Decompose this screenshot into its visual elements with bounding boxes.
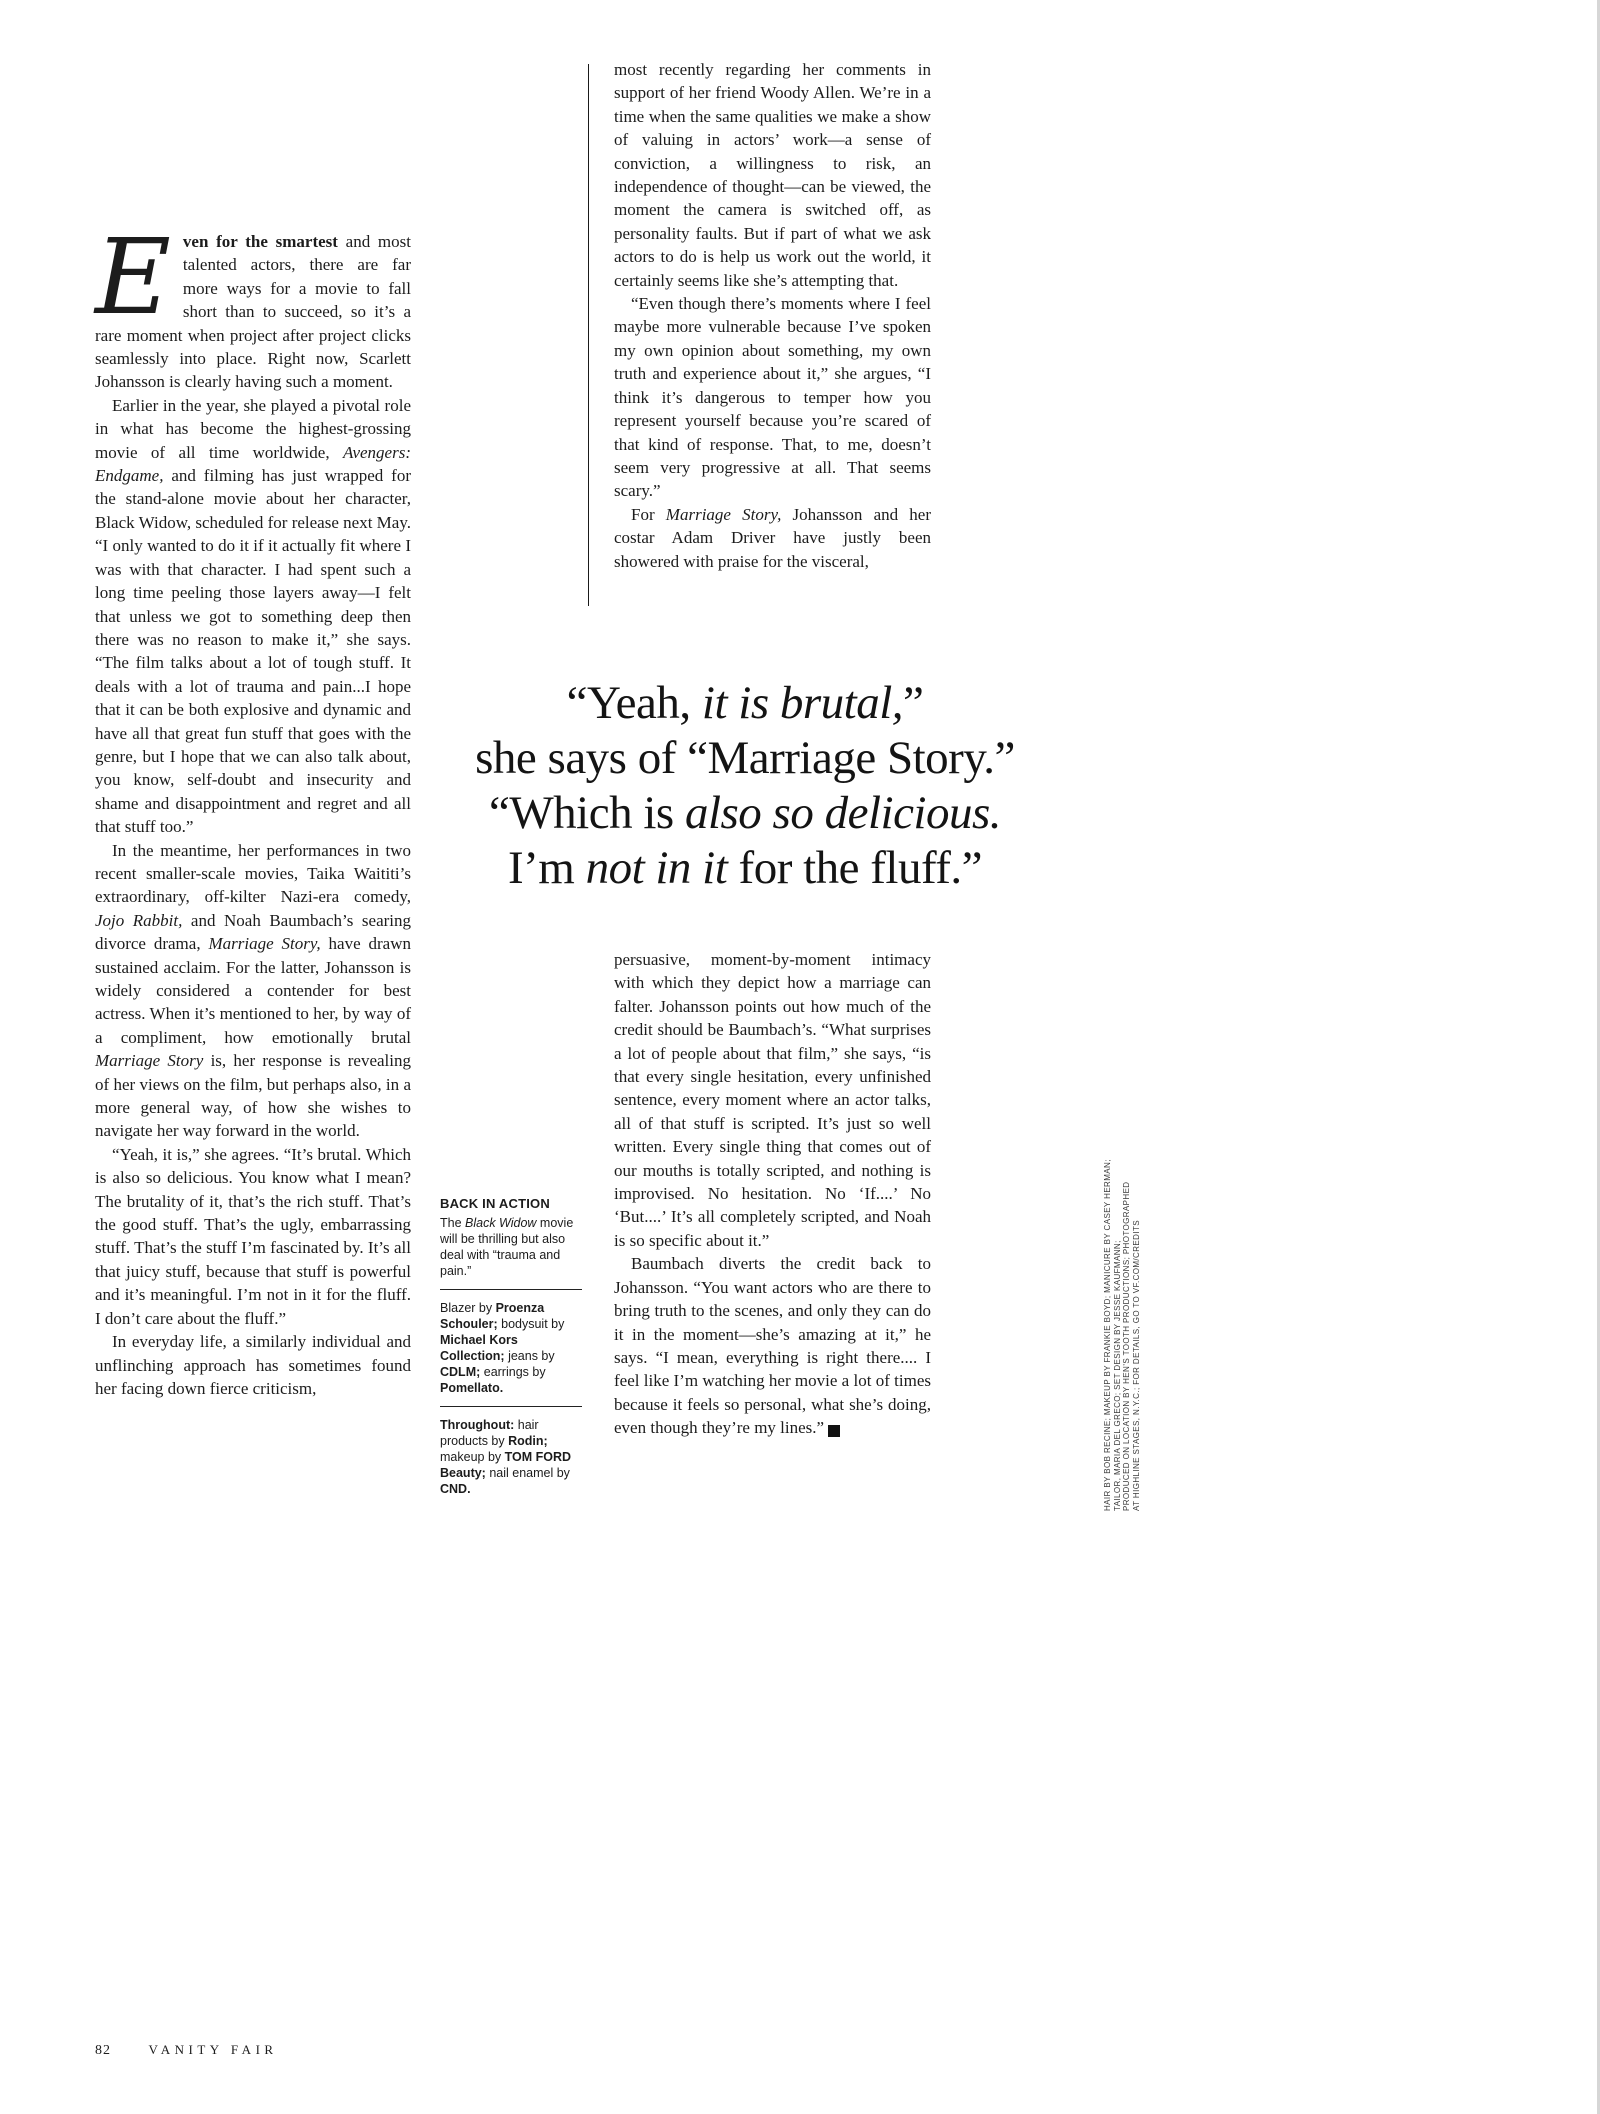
paragraph-text: ven for the smartest and most talented actors, there are far more ways for a movie to fall short than to succeed, so it’s a rare moment when project after project clicks seamlessly into place. Right now, Scarlett Johansson is clearly having such a moment. bbox=[95, 232, 411, 392]
pull-quote-line: “Which is also so delicious. bbox=[488, 787, 1002, 839]
body-paragraph bbox=[614, 1252, 931, 1439]
photo-credits-vertical bbox=[1103, 1071, 1141, 1511]
fashion-caption-block bbox=[440, 1196, 582, 1497]
photo-credits-line: TAILOR, MARIA DEL GRECO; SET DESIGN BY JESSE KAUFMANN; bbox=[1112, 1240, 1122, 1511]
caption-credits-look: Blazer by Proenza Schouler; bodysuit by Michael Kors Collection; jeans by CDLM; earrings by Pomellato. bbox=[440, 1301, 565, 1395]
page-number: 82 bbox=[95, 2043, 111, 2058]
body-paragraph: Earlier in the year, she played a pivotal role in what has become the highest-grossing movie of all time worldwide, Avengers: Endgame, and filming has just wrapped for the stand-alone movie about her character, Black Widow, scheduled for release next May. “I only wanted to do it if it actually fit where I was with that character. I had spent such a long time peeling those layers away—I felt that unless we got to something deep then there was no reason to make it,” she says. “The film talks about a lot of tough stuff. It deals with a lot of trauma and pain...I hope that it can be both explosive and dynamic and have all that great fun stuff that goes with the genre, but I hope that we can also talk about, you know, self-doubt and insecurity and shame and disappointment and regret and all that stuff too.” bbox=[95, 395, 411, 837]
photo-credits-line: HAIR BY BOB RECINE; MAKEUP BY FRANKIE BOYD; MANICURE BY CASEY HERMAN; bbox=[1103, 1159, 1112, 1511]
body-paragraph: “Yeah, it is,” she agrees. “It’s brutal. Which is also so delicious. You know what I mean? The brutality of it, that’s the rich stuff. That’s the good stuff. That’s the ugly, embarrassing stuff. That’s the stuff I’m fascinated by. It’s all that juicy stuff, because that stuff is powerful and it’s meaningful. I’m not in it for the fluff. I don’t care about the fluff.” bbox=[95, 1144, 411, 1328]
caption-divider bbox=[440, 1289, 582, 1290]
photo-credits-line: AT HIGHLINE STAGES, N.Y.C.; FOR DETAILS, GO TO VF.COM/CREDITS bbox=[1131, 1220, 1141, 1511]
caption-credits-throughout: Throughout: hair products by Rodin; makeup by TOM FORD Beauty; nail enamel by CND. bbox=[440, 1418, 572, 1496]
body-paragraph: most recently regarding her comments in support of her friend Woody Allen. We’re in a time when the same qualities we make a show of valuing in actors’ work—a sense of conviction, a willingness to risk, an independence of thought—can be viewed, the moment the camera is switched off, as personality faults. But if part of what we ask actors to do is help us work out the world, it certainly seems like she’s attempting that. bbox=[614, 60, 931, 290]
pull-quote-line: she says of “Marriage Story.” bbox=[475, 732, 1015, 784]
article-column-right-bottom bbox=[614, 948, 931, 1440]
body-paragraph: persuasive, moment-by-moment intimacy with which they depict how a marriage can falter. Johansson points out how much of the credit should be Baumbach’s. “What surprises a lot of people about that film,” she says, “is that every single hesitation, every unfinished sentence, every moment where an actor talks, all of that stuff is scripted. It’s just so well written. Every single thing that comes out of our mouths is totally scripted, and nothing is improvised. No hesitation. No ‘If....’ No ‘But....’ It’s all completely scripted, and Noah is so specific about it.” bbox=[614, 950, 931, 1250]
caption-divider bbox=[440, 1406, 582, 1407]
drop-cap: E bbox=[95, 216, 171, 338]
paragraph-text: Baumbach diverts the credit back to Johansson. “You want actors who are there to bring truth to the scenes, and only they can do it in the moment—she’s amazing at it,” he says. “I mean, everything is right there.... I feel like I’m watching her movie a lot of times because it feels so personal, what she’s doing, even though they’re my lines.” bbox=[614, 1254, 931, 1438]
page-footer bbox=[95, 2042, 278, 2059]
column-divider-rule bbox=[588, 64, 589, 606]
body-paragraph: “Even though there’s moments where I feel maybe more vulnerable because I’ve spoken my own opinion about something, my own truth and experience about it,” she argues, “I think it’s dangerous to temper how you represent yourself because you’re scared of that kind of response. That, to me, doesn’t seem very progressive at all. That seems scary.” bbox=[614, 294, 931, 501]
pull-quote bbox=[360, 676, 1130, 896]
photo-credits-line: PRODUCED ON LOCATION BY HEN’S TOOTH PRODUCTIONS; PHOTOGRAPHED bbox=[1122, 1181, 1131, 1511]
pull-quote-line: “Yeah, it is brutal,” bbox=[566, 677, 924, 729]
magazine-name: VANITY FAIR bbox=[148, 2042, 278, 2057]
caption-title: BACK IN ACTION bbox=[440, 1196, 550, 1211]
caption-body: The Black Widow movie will be thrilling but also deal with “trauma and pain.” bbox=[440, 1216, 574, 1278]
body-paragraph: In the meantime, her performances in two recent smaller-scale movies, Taika Waititi’s extraordinary, off-kilter Nazi-era comedy, Jojo Rabbit, and Noah Baumbach’s searing divorce drama, Marriage Story, have drawn sustained acclaim. For the latter, Johansson is widely considered a contender for best actress. When it’s mentioned to her, by way of a compliment, how emotionally brutal Marriage Story is, her response is revealing of her views on the film, but perhaps also, in a more general way, of how she wishes to navigate her way forward in the world. bbox=[95, 840, 412, 1141]
body-paragraph: In everyday life, a similarly individual and unflinching approach has sometimes found her facing down fierce criticism, bbox=[95, 1332, 411, 1398]
body-paragraph bbox=[95, 216, 411, 394]
end-of-article-mark: N bbox=[828, 1425, 840, 1437]
pull-quote-line: I’m not in it for the fluff.” bbox=[507, 842, 983, 894]
article-column-right-top bbox=[614, 58, 931, 573]
body-paragraph: For Marriage Story, Johansson and her costar Adam Driver have justly been showered with praise for the visceral, bbox=[614, 504, 931, 571]
